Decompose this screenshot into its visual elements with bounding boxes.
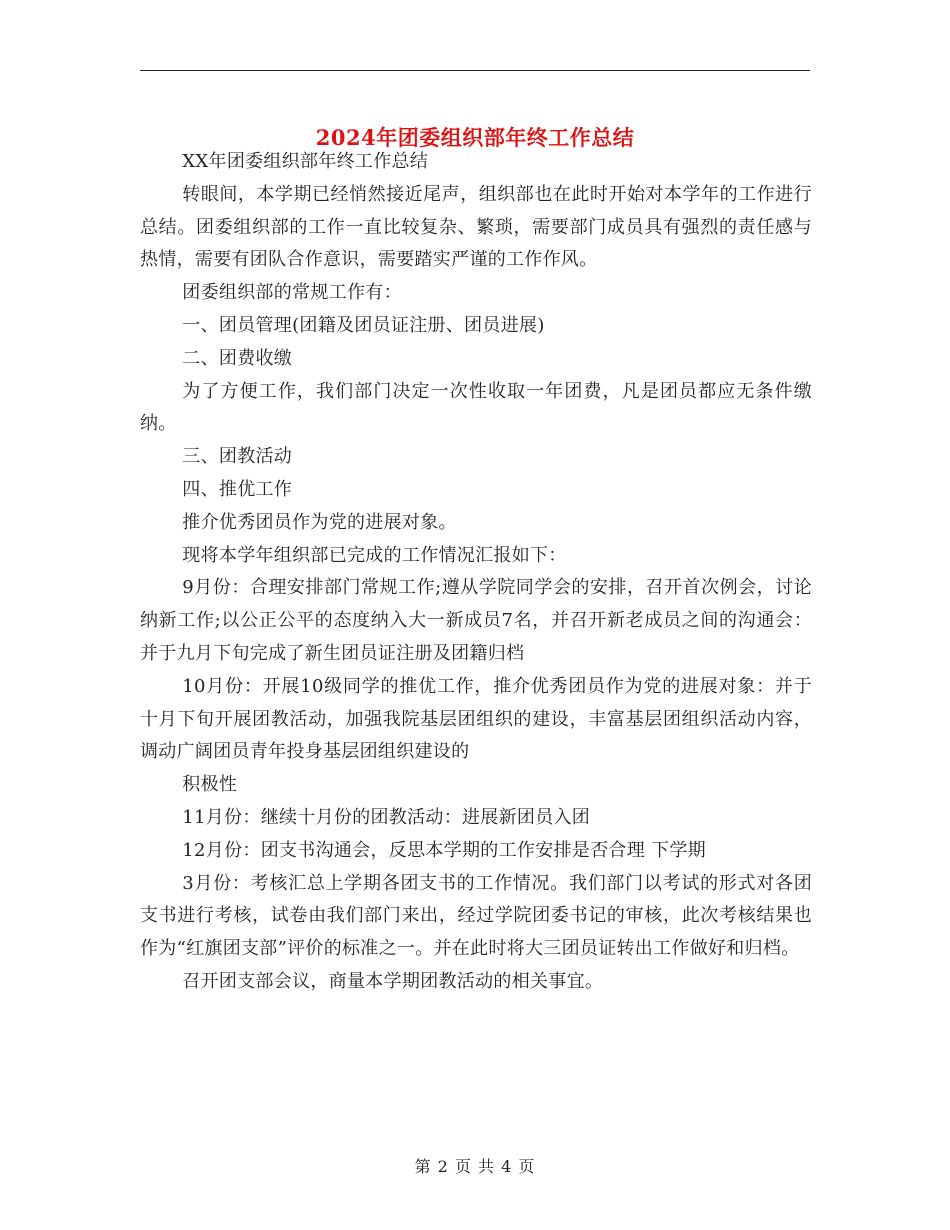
- paragraph-december: 12月份：团支书沟通会，反思本学期的工作安排是否合理 下学期: [182, 839, 706, 861]
- list-item-education-activity: 三、团教活动: [182, 446, 293, 468]
- paragraph-march: 3月份：考核汇总上学期各团支书的工作情况。我们部门以考试的形式对各团支书进行考核，试卷由我们部门来出，经过学院团委书记的审核，此次考核结果也作为“红旗团支部”评价的标准之一。并在此时将大三团员证转出工作做好和归档。: [140, 872, 812, 960]
- paragraph-subtitle: XX年团委组织部年终工作总结: [182, 151, 429, 172]
- paragraph-routine-heading: 团委组织部的常规工作有：: [182, 282, 402, 304]
- paragraph-october-continued: 积极性: [182, 774, 238, 796]
- document-body: [140, 146, 812, 999]
- paragraph-recommendation-detail: 推介优秀团员作为党的进展对象。: [182, 511, 457, 533]
- paragraph-september: 9月份：合理安排部门常规工作;遵从学院同学会的安排，召开首次例会，讨论纳新工作;以公正公平的态度纳入大一新成员7名，并召开新老成员之间的沟通会：并于九月下旬完成了新生团员证注册及团籍归档: [140, 577, 812, 664]
- paragraph-november: 11月份：继续十月份的团教活动：进展新团员入团: [182, 806, 591, 828]
- paragraph-fee-detail: 为了方便工作，我们部门决定一次性收取一年团费，凡是团员都应无条件缴纳。: [140, 380, 812, 435]
- document-title: 2024年团委组织部年终工作总结: [315, 125, 635, 151]
- paragraph-branch-meeting: 召开团支部会议，商量本学期团教活动的相关事宜。: [182, 970, 604, 992]
- list-item-fee-collection: 二、团费收缴: [182, 347, 293, 369]
- page-number: 第 2 页 共 4 页: [414, 1157, 536, 1176]
- header-rule: [140, 70, 810, 71]
- paragraph-intro: 转眼间，本学期已经悄然接近尾声，组织部也在此时开始对本学年的工作进行总结。团委组织部的工作一直比较复杂、繁琐，需要部门成员具有强烈的责任感与热情，需要有团队合作意识，需要踏实严谨的工作作风。: [140, 183, 812, 271]
- paragraph-october: 10月份：开展10级同学的推优工作，推介优秀团员作为党的进展对象：并于十月下旬开展团教活动，加强我院基层团组织的建设，丰富基层团组织活动内容，调动广阔团员青年投身基层团组织建设的: [140, 675, 812, 763]
- paragraph-report-intro: 现将本学年组织部已完成的工作情况汇报如下：: [182, 544, 567, 566]
- list-item-member-management: 一、团员管理(团籍及团员证注册、团员进展): [182, 314, 545, 336]
- list-item-recommendation: 四、推优工作: [182, 478, 293, 500]
